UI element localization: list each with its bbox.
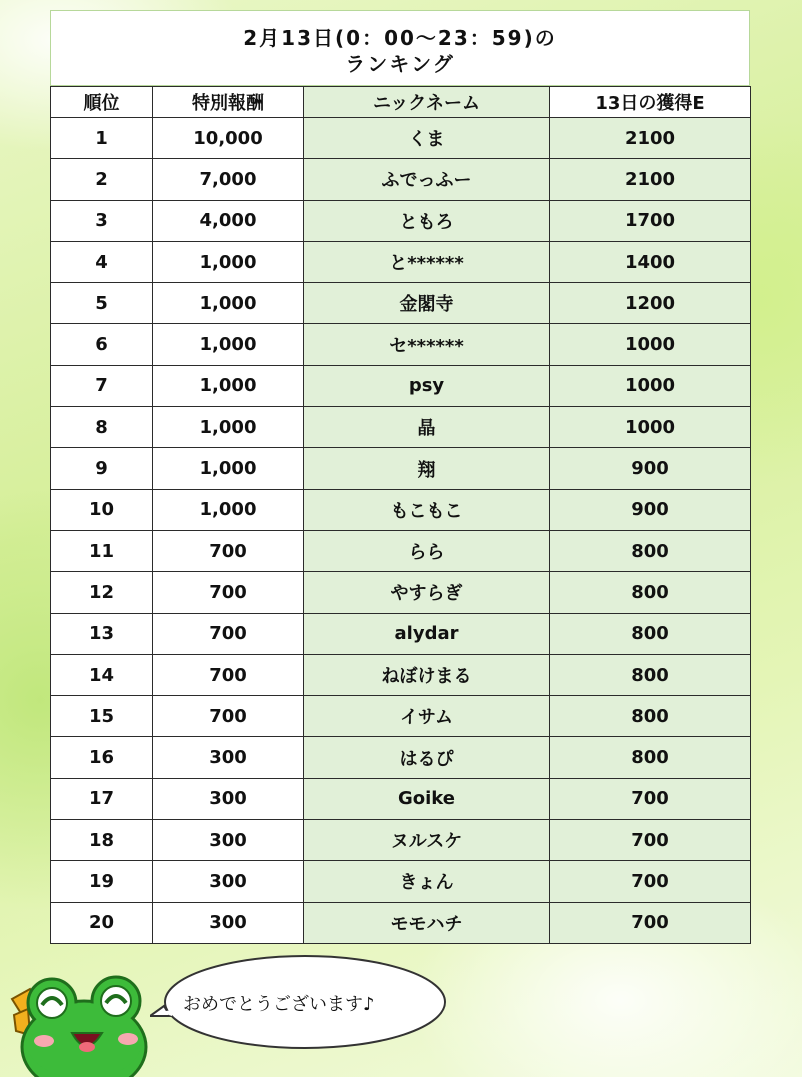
nickname-cell: ヌルスケ <box>304 820 550 861</box>
nickname-cell: ともろ <box>304 200 550 241</box>
rank-cell: 14 <box>51 654 153 695</box>
reward-cell: 700 <box>153 696 304 737</box>
nickname-cell: モモハチ <box>304 902 550 943</box>
nickname-cell: と****** <box>304 241 550 282</box>
rank-cell: 3 <box>51 200 153 241</box>
rank-cell: 6 <box>51 324 153 365</box>
table-row <box>51 696 751 737</box>
header-earned-e: 13日の獲得E <box>550 87 751 118</box>
rank-cell: 7 <box>51 365 153 406</box>
rank-cell: 1 <box>51 118 153 159</box>
reward-cell: 700 <box>153 530 304 571</box>
rank-cell: 5 <box>51 283 153 324</box>
rank-cell: 13 <box>51 613 153 654</box>
nickname-cell: もこもこ <box>304 489 550 530</box>
earned-e-cell: 700 <box>550 861 751 902</box>
reward-cell: 10,000 <box>153 118 304 159</box>
nickname-cell: 金閣寺 <box>304 283 550 324</box>
rank-cell: 2 <box>51 159 153 200</box>
earned-e-cell: 800 <box>550 572 751 613</box>
earned-e-cell: 1400 <box>550 241 751 282</box>
table-row <box>51 737 751 778</box>
reward-cell: 300 <box>153 820 304 861</box>
title-box <box>50 10 750 86</box>
header-nickname: ニックネーム <box>304 87 550 118</box>
earned-e-cell: 2100 <box>550 159 751 200</box>
nickname-cell: 翔 <box>304 448 550 489</box>
frog-mascot-icon <box>8 975 158 1077</box>
table-row <box>51 324 751 365</box>
table-row <box>51 448 751 489</box>
table-row <box>51 159 751 200</box>
earned-e-cell: 1200 <box>550 283 751 324</box>
page-title-line-2: ランキング <box>345 52 455 76</box>
earned-e-cell: 1000 <box>550 324 751 365</box>
ranking-table <box>50 86 751 944</box>
table-row <box>51 489 751 530</box>
nickname-cell: らら <box>304 530 550 571</box>
rank-cell: 11 <box>51 530 153 571</box>
table-row <box>51 902 751 943</box>
nickname-cell: はるぴ <box>304 737 550 778</box>
nickname-cell: セ****** <box>304 324 550 365</box>
rank-cell: 17 <box>51 778 153 819</box>
table-row <box>51 572 751 613</box>
earned-e-cell: 800 <box>550 613 751 654</box>
earned-e-cell: 900 <box>550 448 751 489</box>
reward-cell: 700 <box>153 613 304 654</box>
reward-cell: 700 <box>153 654 304 695</box>
reward-cell: 1,000 <box>153 241 304 282</box>
earned-e-cell: 1000 <box>550 365 751 406</box>
nickname-cell: Goike <box>304 778 550 819</box>
reward-cell: 1,000 <box>153 448 304 489</box>
reward-cell: 300 <box>153 778 304 819</box>
nickname-cell: きょん <box>304 861 550 902</box>
nickname-cell: alydar <box>304 613 550 654</box>
page-title-line-1: 2月13日(0：00〜23：59)の <box>243 26 557 50</box>
rank-cell: 16 <box>51 737 153 778</box>
table-row <box>51 654 751 695</box>
reward-cell: 700 <box>153 572 304 613</box>
earned-e-cell: 800 <box>550 530 751 571</box>
earned-e-cell: 800 <box>550 654 751 695</box>
nickname-cell: やすらぎ <box>304 572 550 613</box>
nickname-cell: psy <box>304 365 550 406</box>
table-row <box>51 283 751 324</box>
rank-cell: 20 <box>51 902 153 943</box>
reward-cell: 7,000 <box>153 159 304 200</box>
header-reward: 特別報酬 <box>153 87 304 118</box>
earned-e-cell: 1000 <box>550 407 751 448</box>
rank-cell: 19 <box>51 861 153 902</box>
nickname-cell: ねぼけまる <box>304 654 550 695</box>
nickname-cell: ふでっふー <box>304 159 550 200</box>
nickname-cell: 晶 <box>304 407 550 448</box>
reward-cell: 1,000 <box>153 407 304 448</box>
rank-cell: 18 <box>51 820 153 861</box>
reward-cell: 1,000 <box>153 324 304 365</box>
header-rank: 順位 <box>51 87 153 118</box>
rank-cell: 12 <box>51 572 153 613</box>
table-row <box>51 861 751 902</box>
table-row <box>51 365 751 406</box>
table-row <box>51 613 751 654</box>
earned-e-cell: 700 <box>550 820 751 861</box>
earned-e-cell: 800 <box>550 737 751 778</box>
table-row <box>51 241 751 282</box>
table-row <box>51 200 751 241</box>
rank-cell: 9 <box>51 448 153 489</box>
nickname-cell: イサム <box>304 696 550 737</box>
reward-cell: 1,000 <box>153 365 304 406</box>
table-header-row <box>51 87 751 118</box>
reward-cell: 4,000 <box>153 200 304 241</box>
reward-cell: 300 <box>153 737 304 778</box>
table-row <box>51 820 751 861</box>
rank-cell: 15 <box>51 696 153 737</box>
table-row <box>51 118 751 159</box>
rank-cell: 4 <box>51 241 153 282</box>
earned-e-cell: 700 <box>550 902 751 943</box>
table-row <box>51 778 751 819</box>
earned-e-cell: 700 <box>550 778 751 819</box>
table-row <box>51 530 751 571</box>
earned-e-cell: 900 <box>550 489 751 530</box>
table-row <box>51 407 751 448</box>
reward-cell: 1,000 <box>153 489 304 530</box>
reward-cell: 300 <box>153 902 304 943</box>
rank-cell: 8 <box>51 407 153 448</box>
reward-cell: 300 <box>153 861 304 902</box>
reward-cell: 1,000 <box>153 283 304 324</box>
earned-e-cell: 1700 <box>550 200 751 241</box>
earned-e-cell: 800 <box>550 696 751 737</box>
congratulations-text: おめでとうございます♪ <box>183 994 375 1015</box>
nickname-cell: くま <box>304 118 550 159</box>
earned-e-cell: 2100 <box>550 118 751 159</box>
rank-cell: 10 <box>51 489 153 530</box>
